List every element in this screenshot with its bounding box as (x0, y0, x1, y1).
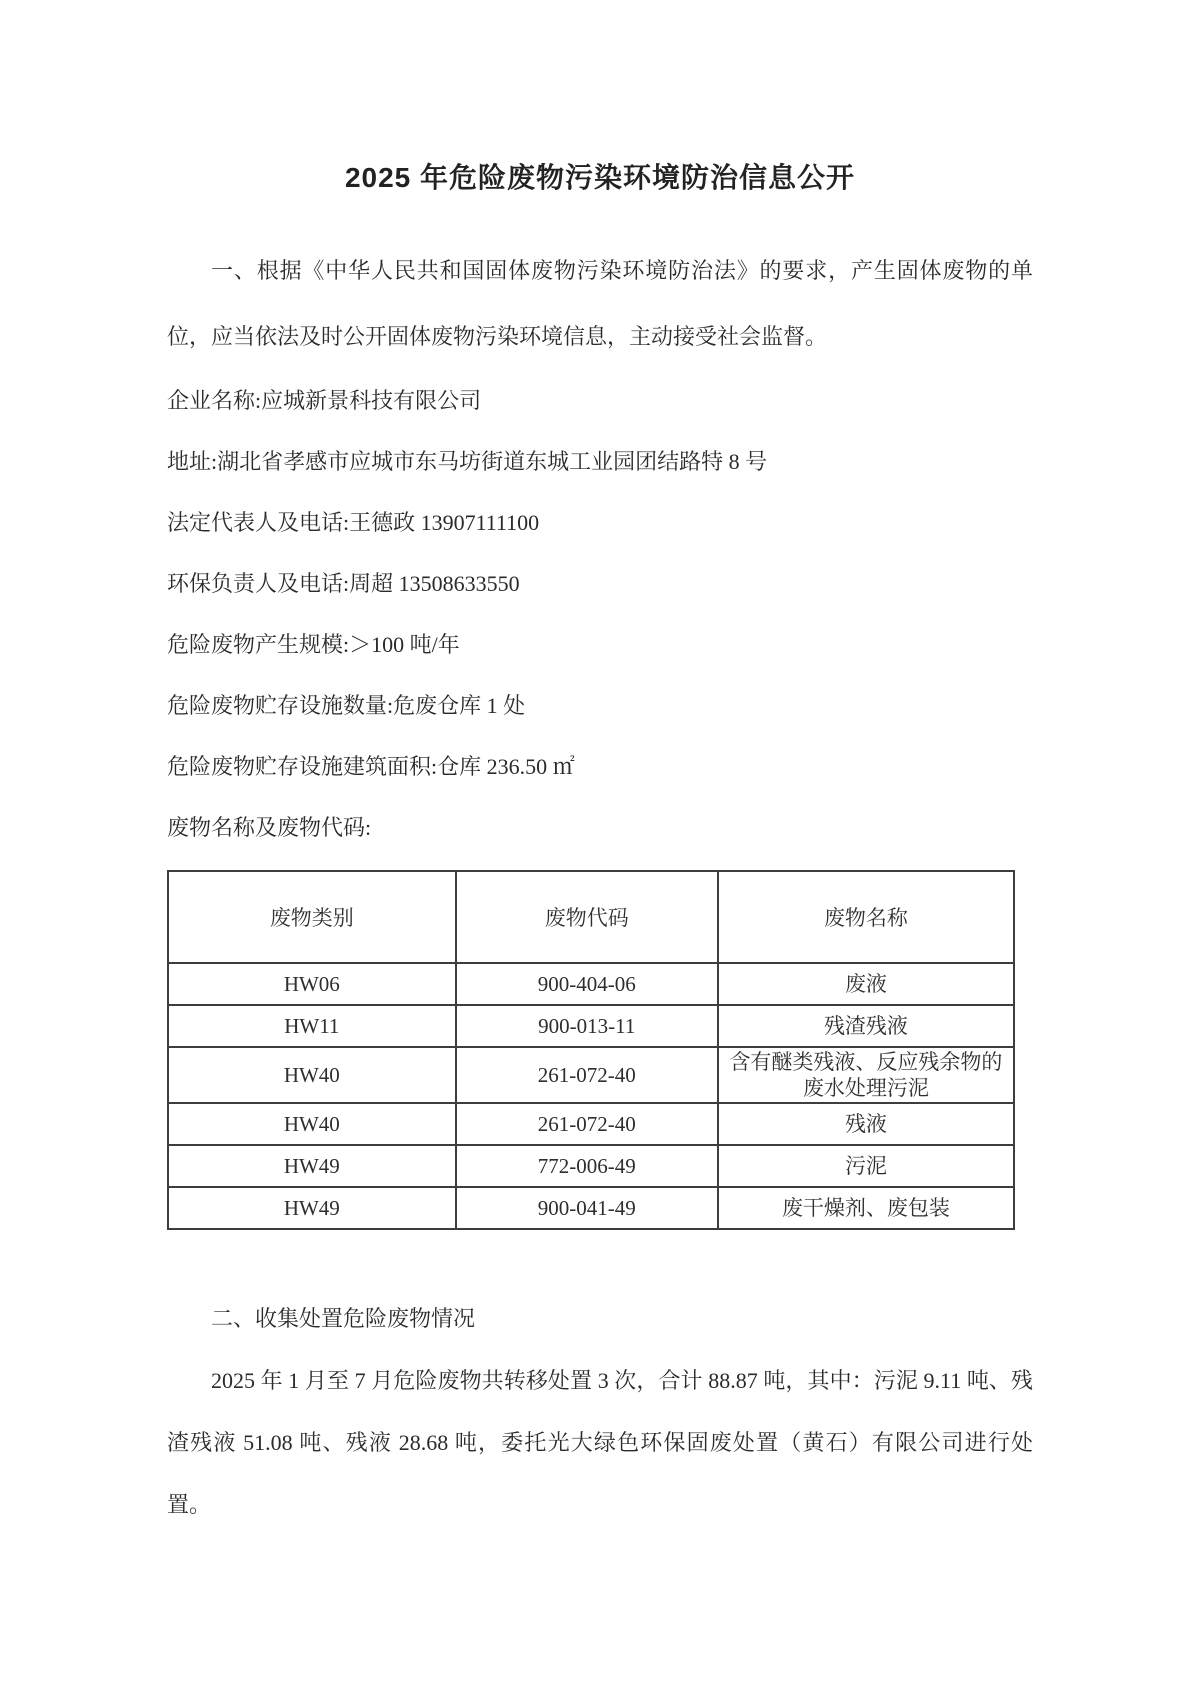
table-header-waste-category: 废物类别 (168, 871, 456, 963)
info-line-company-name: 企业名称:应城新景科技有限公司 (167, 388, 482, 413)
cell-waste-name: 污泥 (718, 1145, 1014, 1187)
cell-waste-category: HW06 (168, 963, 456, 1005)
info-line-storage-facility-area: 危险废物贮存设施建筑面积:仓库 236.50 ㎡ (167, 754, 575, 779)
cell-waste-name: 废干燥剂、废包装 (718, 1187, 1014, 1229)
table-row (168, 1047, 1014, 1103)
info-line-legal-representative: 法定代表人及电话:王德政 13907111100 (167, 510, 540, 535)
cell-waste-name: 废液 (718, 963, 1014, 1005)
section2-paragraph: 2025 年 1 月至 7 月危险废物共转移处置 3 次，合计 88.87 吨，其中：污泥 9.11 吨、残渣残液 51.08 吨、残液 28.68 吨，委托光大绿色环保固废处置（黄石）有限公司进行处置。 (167, 1368, 1033, 1517)
info-line-storage-facility-count: 危险废物贮存设施数量:危废仓库 1 处 (167, 693, 526, 718)
table-row (168, 1103, 1014, 1145)
cell-waste-code: 261-072-40 (456, 1103, 718, 1145)
waste-table-header-row (168, 871, 1014, 963)
section1-paragraph: 一、根据《中华人民共和国固体废物污染环境防治法》的要求，产生固体废物的单位，应当依法及时公开固体废物污染环境信息，主动接受社会监督。 (167, 258, 1033, 349)
info-line-waste-codes-label: 废物名称及废物代码: (167, 815, 372, 840)
cell-waste-code: 900-013-11 (456, 1005, 718, 1047)
cell-waste-name: 含有醚类残液、反应残余物的废水处理污泥 (718, 1047, 1014, 1103)
cell-waste-category: HW40 (168, 1047, 456, 1103)
cell-waste-code: 772-006-49 (456, 1145, 718, 1187)
cell-waste-code: 261-072-40 (456, 1047, 718, 1103)
cell-waste-name: 残渣残液 (718, 1005, 1014, 1047)
cell-waste-code: 900-041-49 (456, 1187, 718, 1229)
cell-waste-category: HW11 (168, 1005, 456, 1047)
info-line-production-scale: 危险废物产生规模:＞100 吨/年 (167, 632, 460, 657)
info-line-env-officer: 环保负责人及电话:周超 13508633550 (167, 571, 520, 596)
cell-waste-name: 残液 (718, 1103, 1014, 1145)
info-line-address: 地址:湖北省孝感市应城市东马坊街道东城工业园团结路特 8 号 (167, 449, 768, 474)
cell-waste-category: HW49 (168, 1145, 456, 1187)
waste-table (167, 870, 1015, 1230)
cell-waste-category: HW40 (168, 1103, 456, 1145)
table-row (168, 1005, 1014, 1047)
table-row (168, 1145, 1014, 1187)
section2-heading: 二、收集处置危险废物情况 (211, 1306, 476, 1331)
table-header-waste-code: 废物代码 (456, 871, 718, 963)
table-header-waste-name: 废物名称 (718, 871, 1014, 963)
cell-waste-category: HW49 (168, 1187, 456, 1229)
cell-waste-code: 900-404-06 (456, 963, 718, 1005)
page-title: 2025 年危险废物污染环境防治信息公开 (344, 162, 856, 193)
table-row (168, 1187, 1014, 1229)
table-row (168, 963, 1014, 1005)
